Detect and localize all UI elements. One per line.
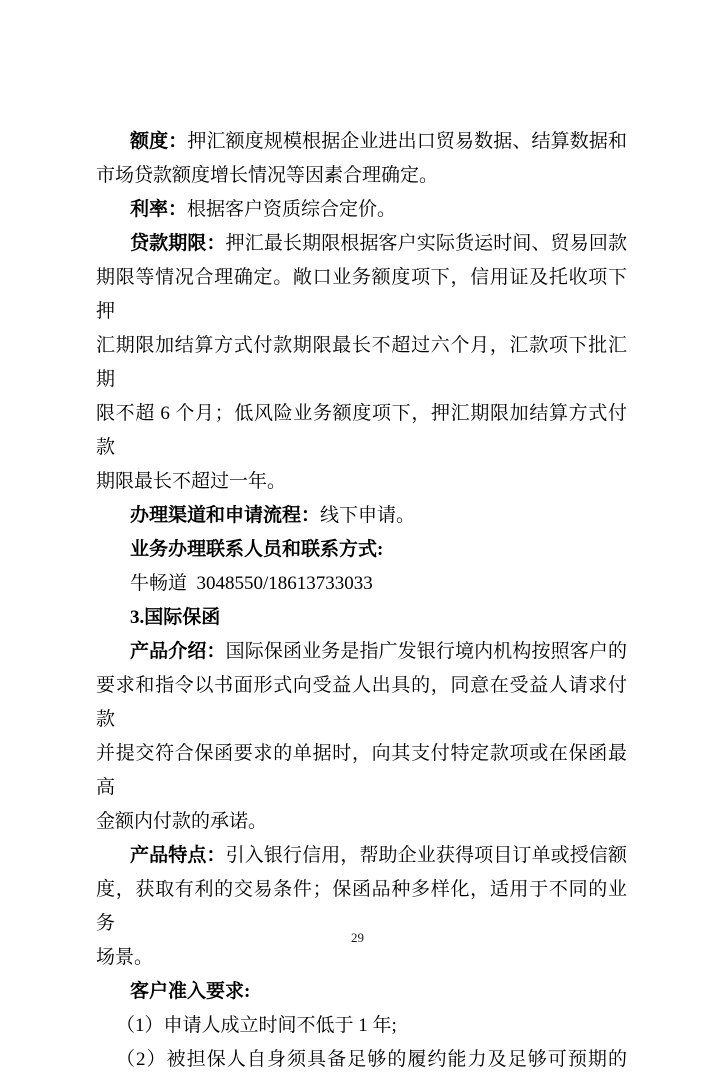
text-line (96, 1009, 627, 1043)
text-line (96, 125, 627, 159)
text-line (96, 805, 627, 839)
text-segment: 期限等情况合理确定。敞口业务额度项下，信用证及托收项下押 (96, 267, 627, 322)
text-segment: 金额内付款的承诺。 (96, 811, 268, 832)
bold-text-segment: 额度： (130, 131, 188, 152)
text-segment: 汇期限加结算方式付款期限最长不超过六个月，汇款项下批汇期 (96, 335, 627, 390)
text-line (96, 1043, 627, 1077)
text-segment: 引入银行信用，帮助企业获得项目订单或授信额 (225, 845, 627, 866)
text-line (96, 329, 627, 397)
text-line (96, 941, 627, 975)
bold-text-segment: 办理渠道和申请流程： (130, 505, 321, 526)
bold-text-segment: 贷款期限： (130, 233, 226, 254)
text-line (96, 465, 627, 499)
bold-text-segment: 业务办理联系人员和联系方式: (130, 539, 384, 560)
text-segment: 限不超 6 个月；低风险业务额度项下，押汇期限加结算方式付款 (96, 403, 627, 458)
text-segment: 度，获取有利的交易条件；保函品种多样化，适用于不同的业务 (96, 879, 627, 934)
text-line (96, 533, 627, 567)
text-segment: 并提交符合保函要求的单据时，向其支付特定款项或在保函最高 (96, 743, 627, 798)
text-segment: （1）申请人成立时间不低于 1 年; (116, 1015, 397, 1036)
text-line (96, 499, 627, 533)
bold-text-segment: 客户准入要求: (130, 981, 251, 1002)
text-line (96, 261, 627, 329)
text-segment: 押汇额度规模根据企业进出口贸易数据、结算数据和 (187, 131, 627, 152)
bold-text-segment: 产品介绍： (130, 641, 226, 662)
text-segment: 根据客户资质综合定价。 (187, 199, 397, 220)
text-segment: 线下申请。 (320, 505, 416, 526)
text-segment: 国际保函业务是指广发银行境内机构按照客户的 (225, 641, 627, 662)
text-line (96, 227, 627, 261)
text-segment: （2）被担保人自身须具备足够的履约能力及足够可预期的 (116, 1049, 627, 1070)
text-line (96, 635, 627, 669)
text-line (96, 975, 627, 1009)
text-line (96, 397, 627, 465)
text-segment: 场景。 (96, 947, 154, 968)
bold-text-segment: 产品特点： (130, 845, 226, 866)
text-segment: 市场贷款额度增长情况等因素合理确定。 (96, 165, 439, 186)
text-segment: 期限最长不超过一年。 (96, 471, 287, 492)
text-segment: 要求和指令以书面形式向受益人出具的，同意在受益人请求付款 (96, 675, 627, 730)
text-line (96, 193, 627, 227)
text-segment: 牛畅道 3048550/18613733033 (130, 573, 373, 594)
text-line (96, 567, 627, 601)
page-number: 29 (351, 930, 364, 945)
text-line (96, 669, 627, 737)
text-line (96, 839, 627, 873)
text-line (96, 601, 627, 635)
text-line (96, 737, 627, 805)
bold-text-segment: 利率： (130, 199, 188, 220)
text-line (96, 159, 627, 193)
bold-text-segment: 3.国际保函 (130, 607, 221, 628)
text-segment: 押汇最长期限根据客户实际货运时间、贸易回款 (225, 233, 627, 254)
